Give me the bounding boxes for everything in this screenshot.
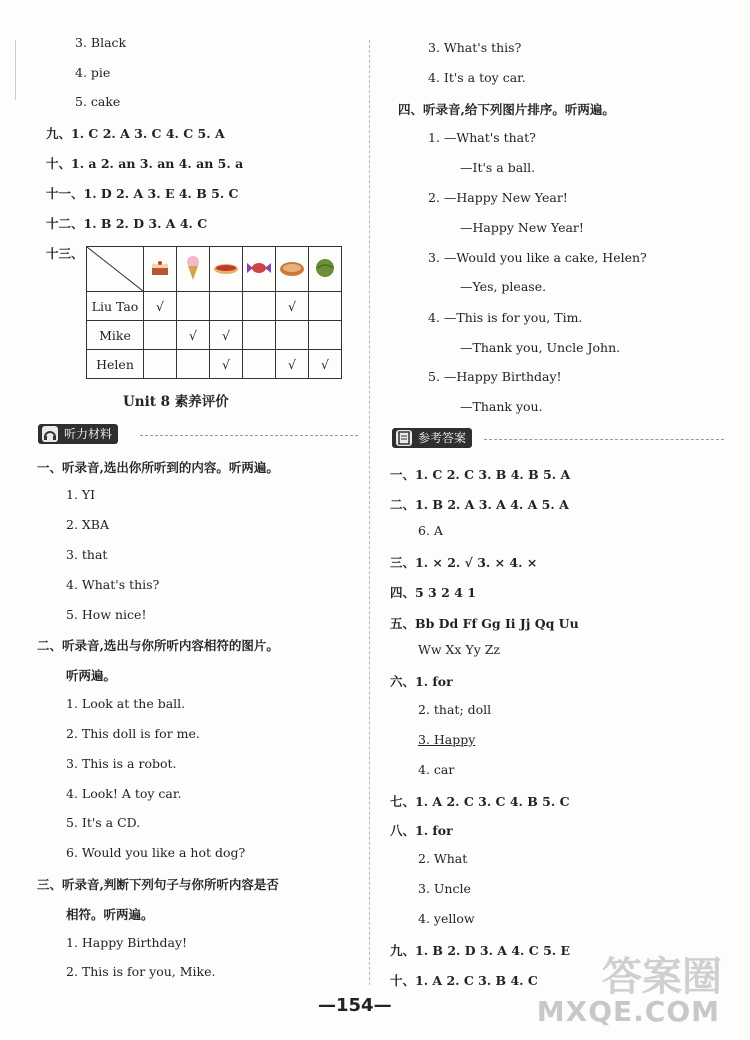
text-line: 1. Happy Birthday! [66,935,188,950]
row-name: Helen [87,350,144,379]
mark-cell: √ [276,350,309,379]
mark-cell [309,321,342,350]
answer-line: 三、1. × 2. √ 3. × 4. × [390,555,538,570]
watermark: 答案圈 [602,954,722,1000]
margin-rule [15,40,16,100]
answer-line: 十、1. A 2. C 3. B 4. C [390,973,538,988]
answer-line: 八、1. for [390,823,453,838]
answer-line: 七、1. A 2. C 3. C 4. B 5. C [390,794,570,809]
mark-cell [243,292,276,321]
text-line: 1. YI [66,487,96,502]
text-line: 4. Look! A toy car. [66,786,182,801]
text-line: 3. Black [75,35,127,50]
badge-rule [140,435,358,436]
answer-badge [392,428,472,448]
badge-label: 参考答案 [418,431,467,445]
text-line: 4. What's this? [66,577,160,592]
headphones-icon [42,426,58,442]
answer-line: Ww Xx Yy Zz [418,642,501,657]
text-line: 3. This is a robot. [66,756,177,771]
badge-label: 听力材料 [64,427,113,441]
text-line: —It's a ball. [460,160,536,175]
candy-icon [243,247,276,292]
hot-dog-icon [210,247,243,292]
text-line: 3. that [66,547,108,562]
question-heading: 听两遍。 [66,668,117,683]
ball-icon [309,247,342,292]
mark-cell [243,350,276,379]
question-heading: 一、听录音,选出你所听到的内容。听两遍。 [37,460,279,475]
text-line: 3. —Would you like a cake, Helen? [428,250,647,265]
answer-line: 2. that; doll [418,702,492,717]
text-line: 4. It's a toy car. [428,70,526,85]
question-heading: 三、听录音,判断下列句子与你所听内容是否 [37,877,279,892]
text-line: 3. What's this? [428,40,522,55]
answer-line: 3. Happy [418,732,476,747]
answer-line: 九、1. B 2. D 3. A 4. C 5. E [390,943,570,958]
mark-cell [177,292,210,321]
diagonal-cell [87,247,144,292]
table-row [87,321,342,350]
text-line: 5. —Happy Birthday! [428,369,562,384]
food-table [86,246,342,379]
pie-icon [276,247,309,292]
text-line: 1. Look at the ball. [66,696,186,711]
page-number: —154— [318,995,392,1016]
question-heading: 相符。听两遍。 [66,907,154,922]
text-line: 4. pie [75,65,111,80]
mark-cell [210,292,243,321]
answer-line: 十一、1. D 2. A 3. E 4. B 5. C [46,186,239,201]
text-line: 2. —Happy New Year! [428,190,568,205]
mark-cell: √ [144,292,177,321]
watermark-url: MXQE.COM [536,995,720,1028]
text-line: 6. Would you like a hot dog? [66,845,246,860]
mark-cell [177,350,210,379]
answer-line: 四、5 3 2 4 1 [390,585,476,600]
answer-line: 一、1. C 2. C 3. B 4. B 5. A [390,467,571,482]
text-line: —Happy New Year! [460,220,584,235]
unit-title: Unit 8 素养评价 [123,394,229,410]
mark-cell [243,321,276,350]
text-line: —Thank you. [460,399,543,414]
row-name: Mike [87,321,144,350]
row-name: Liu Tao [87,292,144,321]
answer-line: 3. Uncle [418,881,471,896]
table-row [87,292,342,321]
text-line: 5. How nice! [66,607,147,622]
listening-badge [38,424,118,444]
text-line: 2. XBA [66,517,110,532]
question-heading: 四、听录音,给下列图片排序。听两遍。 [398,102,615,117]
mark-cell [309,292,342,321]
ice-cream-icon [177,247,210,292]
mark-cell [276,321,309,350]
text-line: 5. cake [75,94,121,109]
answer-line: 五、Bb Dd Ff Gg Ii Jj Qq Uu [390,616,579,631]
answer-line: 6. A [418,523,443,538]
diagonal-line [87,247,143,291]
text-line: —Yes, please. [460,279,547,294]
mark-cell: √ [210,321,243,350]
text-line: —Thank you, Uncle John. [460,340,621,355]
table-row [87,350,342,379]
answer-line: 六、1. for [390,674,453,689]
mark-cell [144,321,177,350]
text-line: 1. —What's that? [428,130,536,145]
cake-icon [144,247,177,292]
mark-cell: √ [177,321,210,350]
answer-line: 二、1. B 2. A 3. A 4. A 5. A [390,497,569,512]
badge-rule [484,439,724,440]
mark-cell [144,350,177,379]
text-line: 2. This doll is for me. [66,726,200,741]
question-heading: 二、听录音,选出与你所听内容相符的图片。 [37,638,279,653]
answer-line: 十三、 [46,246,84,261]
text-line: 5. It's a CD. [66,815,141,830]
answer-line: 十二、1. B 2. D 3. A 4. C [46,216,208,231]
book-icon [396,430,412,446]
text-line: 4. —This is for you, Tim. [428,310,583,325]
answer-line: 2. What [418,851,468,866]
text-line: 2. This is for you, Mike. [66,964,216,979]
answer-line: 4. yellow [418,911,475,926]
mark-cell: √ [309,350,342,379]
table-header-row [87,247,342,292]
answer-line: 4. car [418,762,455,777]
mark-cell: √ [210,350,243,379]
mark-cell: √ [276,292,309,321]
column-divider [369,40,370,985]
answer-line: 十、1. a 2. an 3. an 4. an 5. a [46,156,244,171]
answer-line: 九、1. C 2. A 3. C 4. C 5. A [46,126,225,141]
